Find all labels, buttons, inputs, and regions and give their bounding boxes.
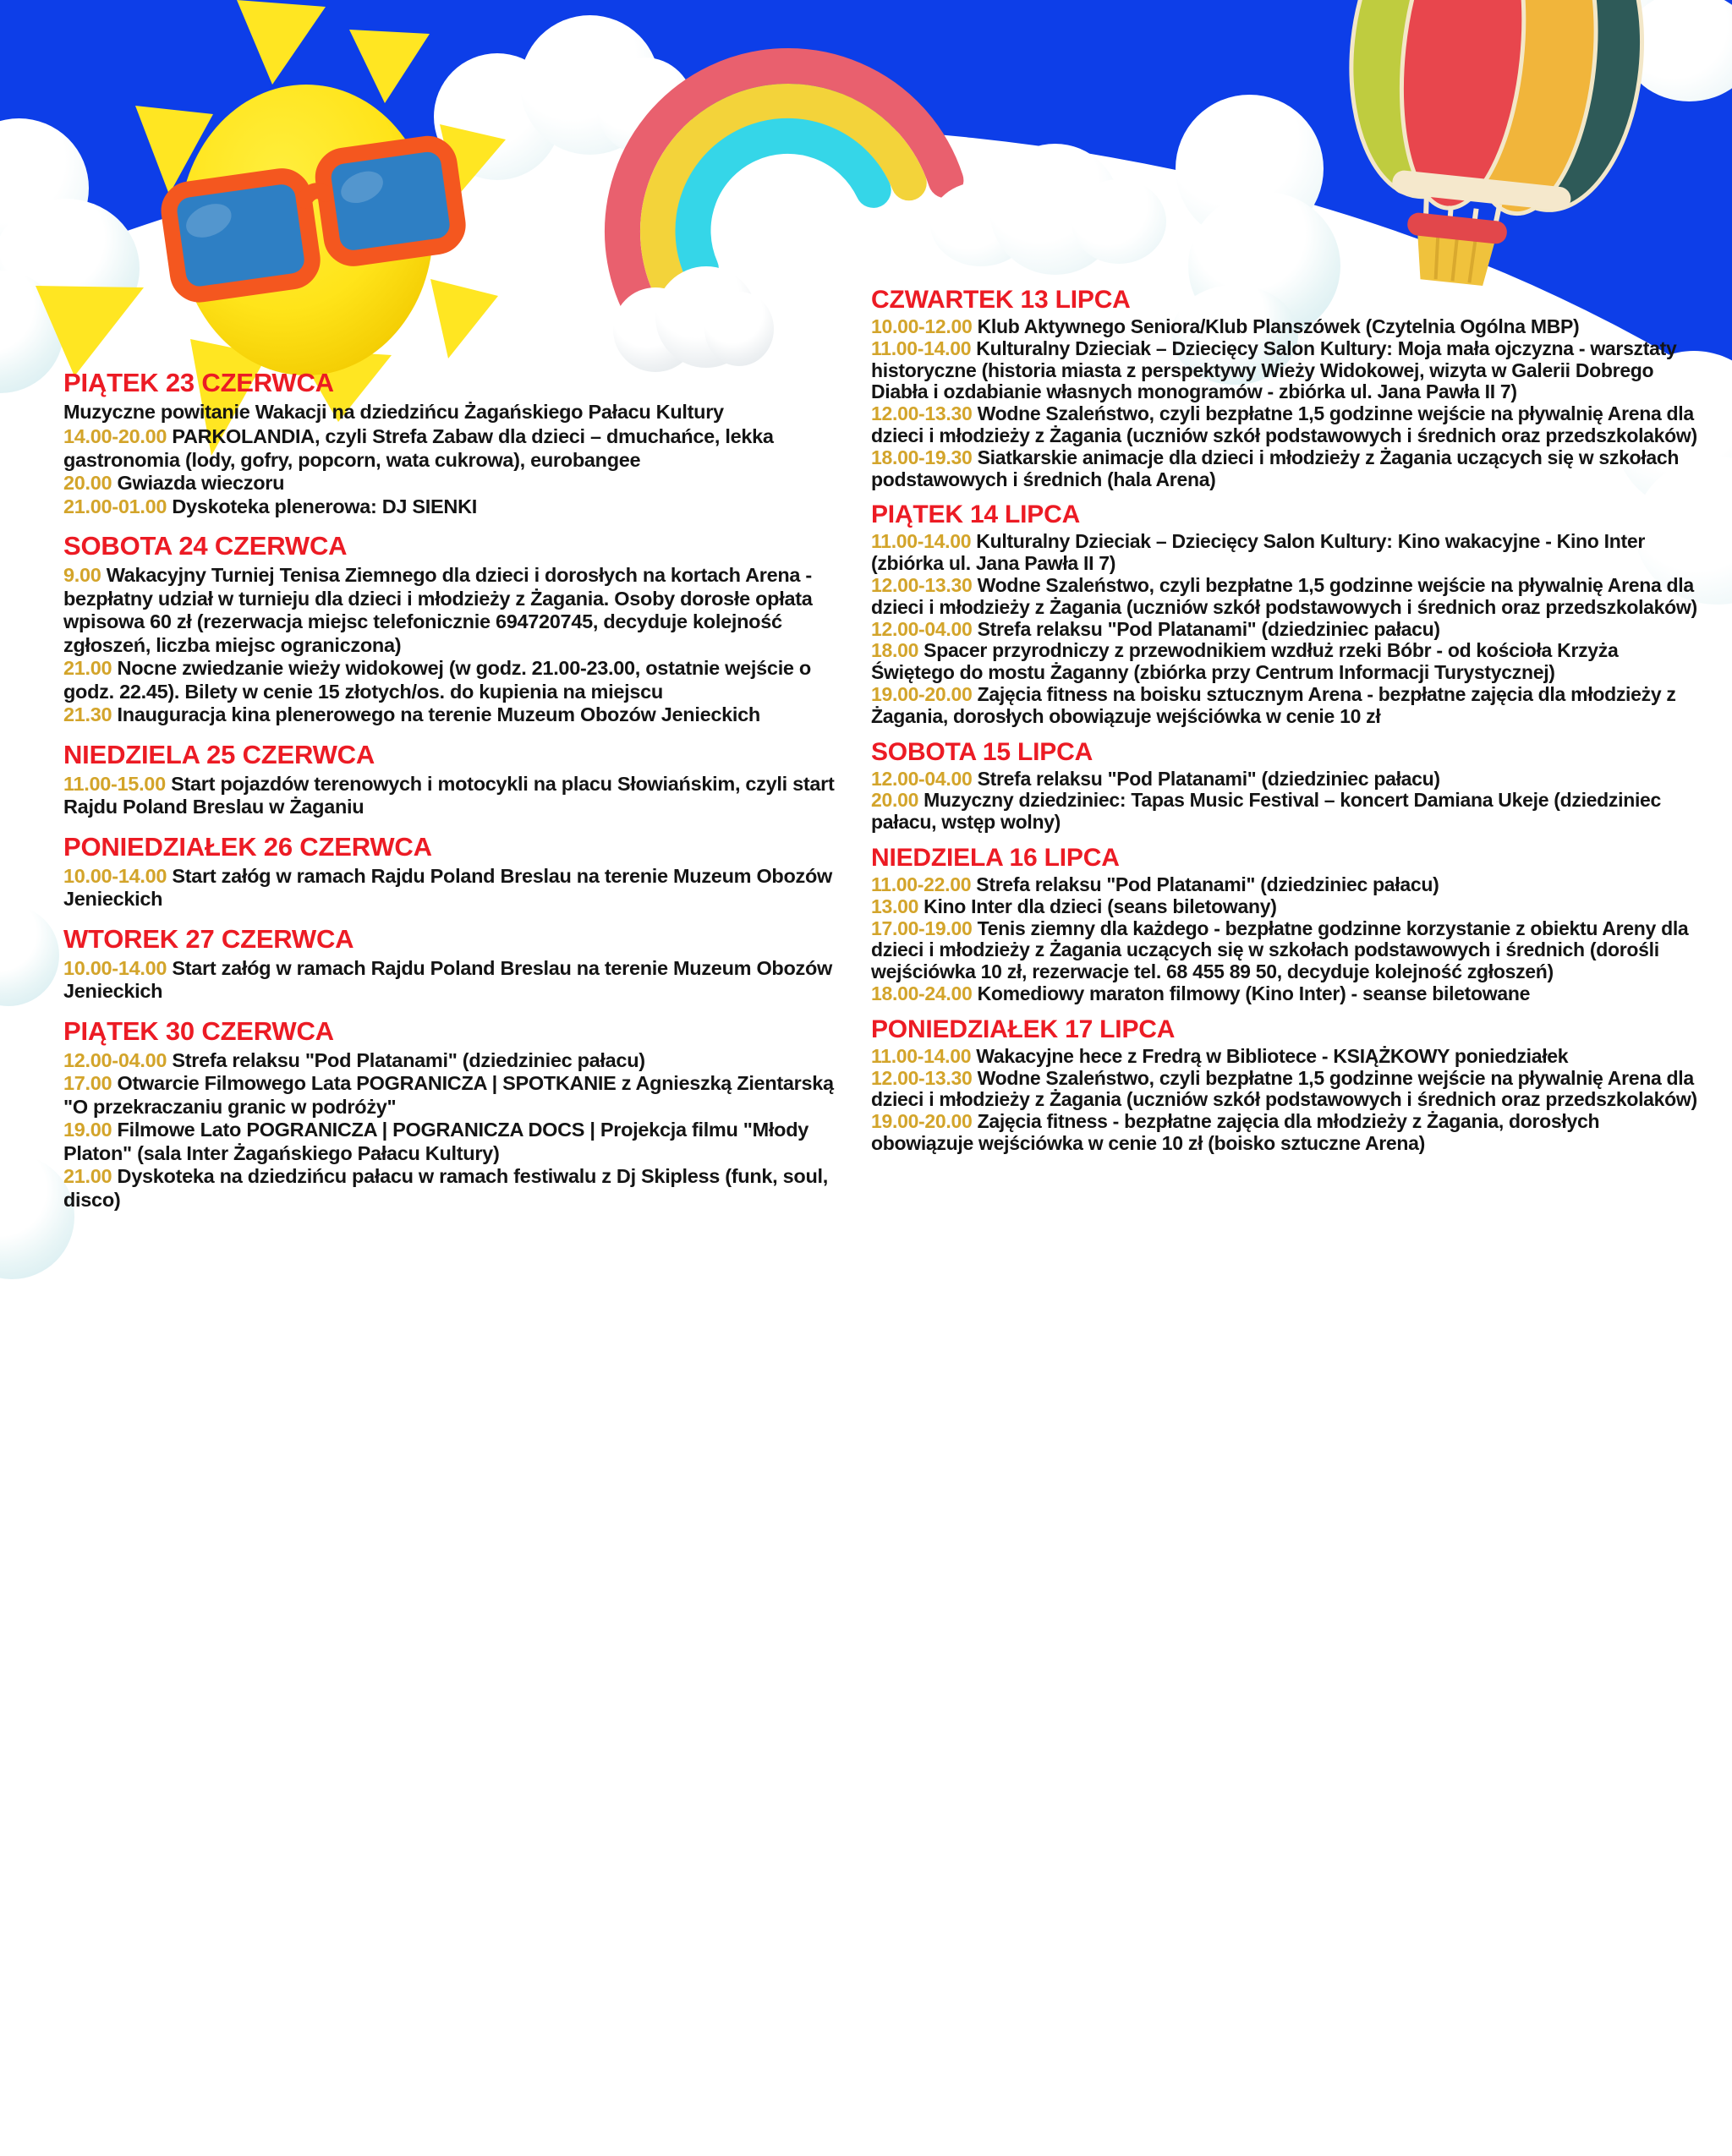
day-section [871,501,1698,727]
event-desc: Tenis ziemny dla każdego - bezpłatne godzinne korzystanie z obiektu Areny dla dzieci i młodzieży z Żagania uczących się w szkołach podstawowych i średnich (dorośli wejściówka 10 zł, rezerwacje tel. 68 455 89 50, decyduje kolejność zgłoszeń) [871,917,1689,983]
event-line [63,957,837,1004]
event-line [63,865,837,911]
event-time: 11.00-14.00 [871,1044,972,1067]
event-time: 18.00-24.00 [871,982,973,1004]
event-desc: Strefa relaksu "Pod Platanami" (dziedziniec pałacu) [167,1048,645,1071]
event-line [871,769,1698,791]
event-desc: Strefa relaksu "Pod Platanami" (dziedziniec pałacu) [972,617,1440,640]
event-time: 11.00-14.00 [871,530,972,553]
event-desc: Nocne zwiedzanie wieży widokowej (w godz. 21.00-23.00, ostatnie wejście o godz. 22.45). Bilety w cenie 15 złotych/os. do kupienia na miejscu [63,657,811,703]
event-time: 10.00-14.00 [63,864,167,887]
event-line [63,495,837,519]
event-time: 13.00 [871,895,919,917]
event-desc: Kulturalny Dzieciak – Dziecięcy Salon Kultury: Kino wakacyjne - Kino Inter (zbiórka ul. Jana Pawła II 7) [871,530,1645,575]
event-line [871,790,1698,834]
day-header: SOBOTA 24 CZERWCA [63,531,348,561]
event-line [871,1068,1698,1112]
event-desc: Wakacyjne hece z Fredrą w Bibliotece - KSIĄŻKOWY poniedziałek [971,1044,1569,1067]
event-desc: Dyskoteka na dziedzińcu pałacu w ramach festiwalu z Dj Skipless (funk, soul, disco) [63,1165,828,1211]
event-desc: Inauguracja kina plenerowego na terenie Muzeum Obozów Jenieckich [112,703,760,725]
event-line [871,1111,1698,1155]
event-time: 21.30 [63,703,112,725]
cloud [0,905,63,1010]
event-desc: Dyskoteka plenerowa: DJ SIENKI [167,495,477,517]
day-header: PIĄTEK 23 CZERWCA [63,368,334,397]
event-line [871,684,1698,728]
event-desc: Muzyczny dziedziniec: Tapas Music Festival – koncert Damiana Ukeje (dziedziniec pałacu, wstęp wolny) [871,789,1662,834]
day-header: CZWARTEK 13 LIPCA [871,286,1131,314]
day-section [63,1017,837,1212]
day-header: WTOREK 27 CZERWCA [63,923,354,954]
event-time: 14.00-20.00 [63,425,167,447]
event-time: 10.00-14.00 [63,956,167,979]
event-time: 21.00-01.00 [63,495,167,517]
event-line [63,425,837,472]
event-line [871,896,1698,918]
event-time: 12.00-04.00 [63,1048,167,1071]
event-desc: Wakacyjny Turniej Tenisa Ziemnego dla dzieci i dorosłych na kortach Arena - bezpłatny udział w turnieju dla dzieci i młodzieży z Żagania. Osoby dorosłe opłata wpisowa 60 zł (rezerwacja miejsc telefonicznie 694720745, decyduje kolejność zgłoszeń, liczba miejsc ograniczona) [63,564,813,656]
event-line [871,983,1698,1005]
events-column-june [63,369,837,1225]
event-desc: Otwarcie Filmowego Lata POGRANICZA | SPOTKANIE z Agnieszką Zientarską "O przekraczaniu granic w podróży" [63,1072,834,1118]
cloud [926,144,1154,271]
event-time: 21.00 [63,657,112,679]
event-time: 20.00 [871,789,919,812]
event-desc: Strefa relaksu "Pod Platanami" (dziedziniec pałacu) [972,767,1440,790]
day-section [63,925,837,1004]
event-time: 9.00 [63,564,101,586]
day-section [63,833,837,911]
event-time: 12.00-13.30 [871,402,973,425]
day-header: PONIEDZIAŁEK 17 LIPCA [871,1015,1176,1043]
day-header: SOBOTA 15 LIPCA [871,737,1093,766]
event-desc: Kino Inter dla dzieci (seans biletowany) [918,895,1277,917]
event-line [63,773,837,819]
day-header: NIEDZIELA 16 LIPCA [871,843,1120,872]
event-time: 18.00 [871,639,919,662]
event-time: 21.00 [63,1165,112,1187]
event-desc: PARKOLANDIA, czyli Strefa Zabaw dla dzieci – dmuchańce, lekka gastronomia (lody, gofry, popcorn, wata cukrowa), eurobangee [63,425,774,471]
event-time: 10.00-12.00 [871,315,973,337]
event-time: 19.00-20.00 [871,1110,973,1133]
event-line [63,1072,837,1119]
event-line [63,657,837,703]
day-header: PIĄTEK 14 LIPCA [871,501,1081,529]
events-column-july [871,286,1698,1165]
event-line [871,338,1698,403]
event-desc: Start załóg w ramach Rajdu Poland Breslau na terenie Muzeum Obozów Jenieckich [63,864,833,910]
event-desc: Wodne Szaleństwo, czyli bezpłatne 1,5 godzinne wejście na pływalnię Arena dla dzieci i młodzieży z Żagania (uczniów szkół podstawowych i średnich oraz przedszkolaków) [871,573,1697,618]
event-time: 11.00-15.00 [63,772,166,795]
event-desc: Spacer przyrodniczy z przewodnikiem wzdłuż rzeki Bóbr - od kościoła Krzyża Świętego do mostu Żaganny (zbiórka przy Centrum Informacji Turystycznej) [871,639,1619,684]
event-desc: Kulturalny Dzieciak – Dziecięcy Salon Kultury: Moja mała ojczyzna - warsztaty historyczne (historia miasta z perspektywy Wieży Widokowej, wizyta w Galerii Dobrego Diabła i ozdabianie własnych monogramów - zbiórka ul. Jana Pawła II 7) [871,337,1677,403]
event-line [63,472,837,495]
event-time: 17.00 [63,1072,112,1094]
event-desc: Komediowy maraton filmowy (Kino Inter) - seanse biletowane [972,982,1531,1004]
event-line [63,703,837,727]
event-line [871,531,1698,575]
event-line [871,640,1698,684]
day-section [871,844,1698,1005]
event-time: 11.00-22.00 [871,873,972,895]
event-desc: Gwiazda wieczoru [112,472,285,494]
event-desc: Filmowe Lato POGRANICZA | POGRANICZA DOCS | Projekcja filmu "Młody Platon" (sala Inter Żagańskiego Pałacu Kultury) [63,1119,809,1164]
event-desc: Strefa relaksu "Pod Platanami" (dziedziniec pałacu) [971,873,1439,895]
event-time: 11.00-14.00 [871,337,972,359]
event-line [871,316,1698,338]
event-time: 20.00 [63,472,112,494]
event-line [63,564,837,657]
event-time: 18.00-19.30 [871,446,973,468]
event-line [871,403,1698,447]
event-desc: Siatkarskie animacje dla dzieci i młodzieży z Żagania uczących się w szkołach podstawowych i średnich (hala Arena) [871,446,1680,490]
event-line [871,1046,1698,1068]
day-section [63,369,837,518]
day-header: PIĄTEK 30 CZERWCA [63,1015,334,1046]
event-time: 19.00 [63,1119,112,1141]
day-section [871,286,1698,490]
day-header: PONIEDZIAŁEK 26 CZERWCA [63,831,432,862]
event-line [871,619,1698,641]
event-desc: Start pojazdów terenowych i motocykli na placu Słowiańskim, czyli start Rajdu Poland Breslau w Żaganiu [63,772,835,818]
event-line [63,1049,837,1073]
event-time: 12.00-13.30 [871,573,973,596]
event-line [63,1165,837,1212]
event-block-title: Muzyczne powitanie Wakacji na dziedzińcu Żagańskiego Pałacu Kultury [63,401,724,423]
hot-air-balloon-icon [1315,0,1670,296]
day-section [63,532,837,727]
event-desc: Wodne Szaleństwo, czyli bezpłatne 1,5 godzinne wejście na pływalnię Arena dla dzieci i młodzieży z Żagania (uczniów szkół podstawowych i średnich oraz przedszkolaków) [871,402,1697,446]
event-line [63,1119,837,1165]
day-section [871,738,1698,834]
event-desc: Zajęcia fitness - bezpłatne zajęcia dla młodzieży z Żagania, dorosłych obowiązuje wejściówka w cenie 10 zł (boisko sztuczne Arena) [871,1110,1600,1154]
event-time: 19.00-20.00 [871,682,973,705]
event-desc: Wodne Szaleństwo, czyli bezpłatne 1,5 godzinne wejście na pływalnię Arena dla dzieci i młodzieży z Żagania (uczniów szkół podstawowych i średnich oraz przedszkolaków) [871,1066,1697,1111]
event-desc: Start załóg w ramach Rajdu Poland Breslau na terenie Muzeum Obozów Jenieckich [63,956,833,1002]
event-time: 12.00-04.00 [871,617,973,640]
event-desc: Zajęcia fitness na boisku sztucznym Arena - bezpłatne zajęcia dla młodzieży z Żagania, dorosłych obowiązuje wejściówka w cenie 10 zł [871,682,1676,727]
event-line [871,918,1698,983]
event-time: 12.00-13.30 [871,1066,973,1089]
event-time: 17.00-19.00 [871,917,973,939]
event-line [871,447,1698,491]
day-section [63,741,837,819]
event-line [871,874,1698,896]
cloud [613,266,774,376]
day-header: NIEDZIELA 25 CZERWCA [63,739,375,769]
day-section [871,1015,1698,1155]
event-line [871,575,1698,619]
event-time: 12.00-04.00 [871,767,973,790]
event-desc: Klub Aktywnego Seniora/Klub Planszówek (Czytelnia Ogólna MBP) [972,315,1580,337]
